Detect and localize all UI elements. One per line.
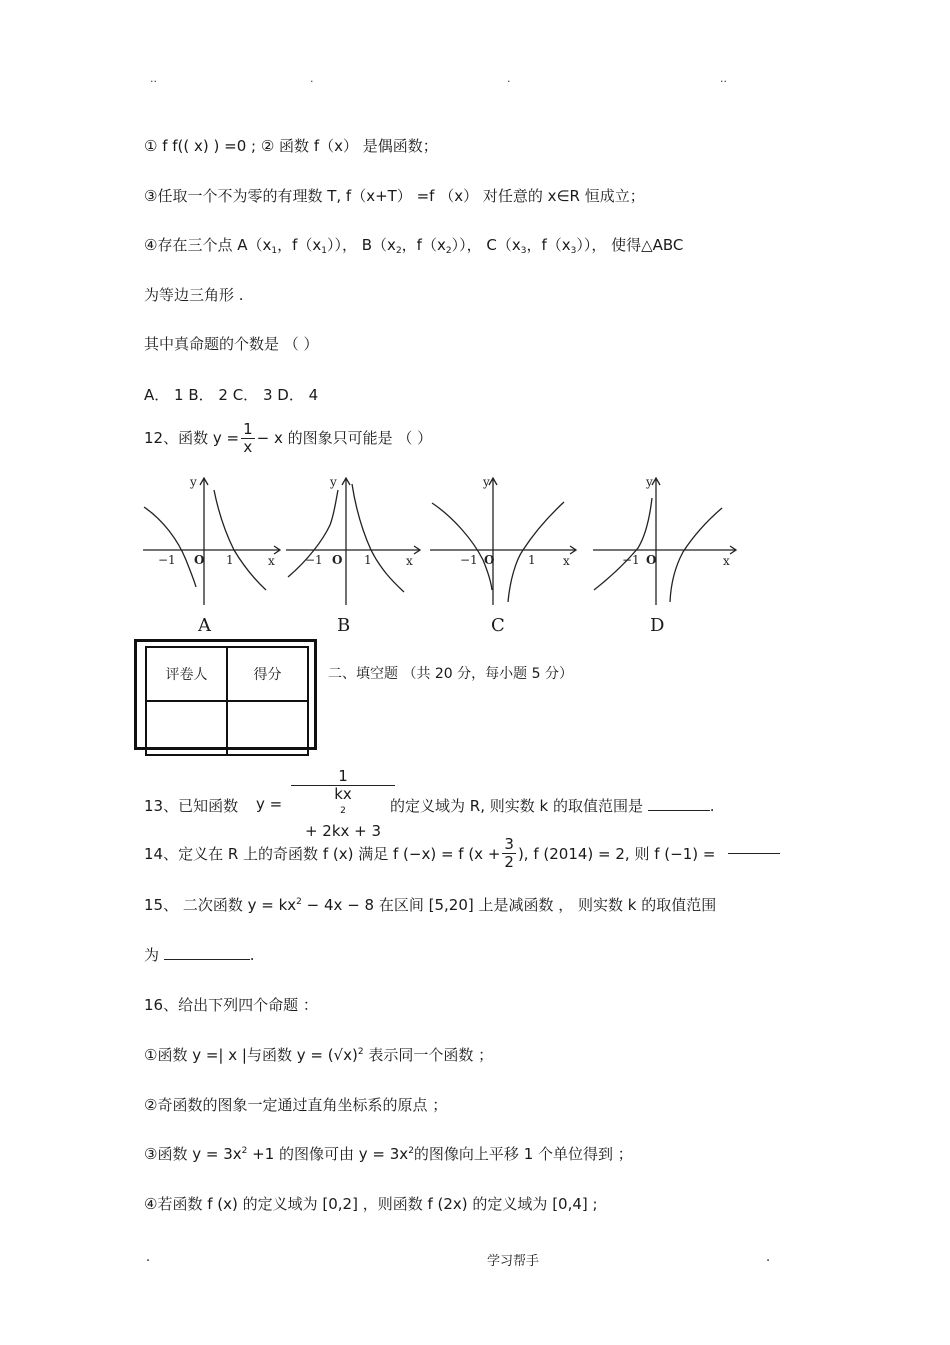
score-box-grader-header: 评卷人 — [146, 647, 227, 701]
q16-intro: 16、给出下列四个命题 ： — [144, 996, 318, 1014]
graph-b-y-label: y — [330, 475, 337, 489]
graph-c-x-label: x — [563, 554, 570, 568]
q12-fraction: $\frac{1}{x}$ — [243, 420, 253, 456]
q15-question-cont: 为 . — [144, 946, 255, 964]
q13-question-end: 的定义域为 R, 则实数 k 的取值范围是 . — [390, 797, 715, 815]
graph-label-b: B — [337, 615, 351, 636]
header-mark-2: . — [310, 72, 314, 85]
header-mark-1: .. — [150, 72, 157, 85]
footer-left-mark: . — [146, 1250, 151, 1265]
graph-a — [143, 478, 280, 605]
q16-statement-2: ②奇函数的图象一定通过直角坐标系的原点 ； — [144, 1096, 448, 1114]
graph-d-y-label: y — [646, 475, 653, 489]
q13-question: 13、已知函数 — [144, 797, 239, 815]
footer-title: 学习帮手 — [487, 1254, 540, 1269]
q12-question: 12、函数 y = $\frac{1}{x}$ − x 的图象只可能是 （ ） — [144, 420, 433, 456]
section-2-heading: 二、填空题 （共 20 分，每小题 5 分） — [328, 666, 573, 682]
q11-statement-4-cont: 为等边三角形 . — [144, 286, 244, 304]
header-mark-4: .. — [720, 72, 727, 85]
q16-statement-3: ③函数 $y = 3x^2 +1$ 的图像可由 $y = 3x^2$的图像向上平移 1 个单位得到 ； — [144, 1145, 633, 1163]
q15-question: 15、 二次函数 $y = kx^2 - 4x - 8$ 在区间 [5,20] 上是减函数 ， 则实数 k 的取值范围 — [144, 896, 717, 914]
q13-answer-blank — [648, 810, 710, 811]
q11-prompt: 其中真命题的个数是 （ ） — [144, 335, 319, 353]
svg-text:O: O — [484, 553, 495, 567]
graph-a-y-label: y — [190, 475, 197, 489]
score-box-grader-cell — [146, 701, 227, 755]
svg-text:−1: −1 — [622, 553, 640, 567]
q11-statement-4: ④存在三个点 $A(x_1$，$f(x_1)$）， $B(x_2$，$f(x_2)$）， $C(x_3$，$f(x_3)$）， 使得△ABC — [144, 236, 684, 256]
graph-c — [430, 478, 576, 605]
q14-answer-blank — [728, 853, 780, 854]
graph-a-x-label: x — [268, 554, 275, 568]
q12-graphs — [138, 470, 748, 615]
graph-d — [593, 478, 736, 605]
graph-label-a: A — [198, 615, 211, 636]
footer-right-mark: . — [766, 1250, 771, 1265]
score-box-score-header: 得分 — [227, 647, 308, 701]
svg-text:O: O — [646, 553, 657, 567]
graph-b — [286, 478, 420, 605]
q13-function: y = 1 kx $^2$ + 2kx + 3 — [256, 768, 397, 840]
q11-statement-1-2: ① f f(( x) ) =0 ; ② 函数 f（x） 是偶函数； — [144, 137, 438, 155]
q16-statement-4: ④若函数 f (x) 的定义域为 [0,2] ，则函数 f (2x) 的定义域为 [0,4] ; — [144, 1195, 598, 1213]
svg-text:−1: −1 — [158, 553, 176, 567]
svg-text:−1: −1 — [460, 553, 478, 567]
graph-label-d: D — [650, 615, 665, 636]
graph-d-x-label: x — [723, 554, 730, 568]
svg-text:O: O — [194, 553, 205, 567]
graph-b-x-label: x — [406, 554, 413, 568]
q16-statement-1: ①函数 y =| x |与函数 $y = (√x)^2$ 表示同一个函数 ； — [144, 1046, 494, 1064]
svg-text:−1: −1 — [305, 553, 323, 567]
svg-text:1: 1 — [364, 553, 372, 567]
score-box — [134, 639, 317, 750]
svg-text:1: 1 — [226, 553, 234, 567]
q11-options: A． 1 B． 2 C． 3 D． 4 — [144, 386, 319, 404]
graph-label-c: C — [491, 615, 505, 636]
q11-statement-3: ③任取一个不为零的有理数 T, f（x+T） =f （x） 对任意的 x∈R 恒成立； — [144, 187, 645, 205]
header-mark-3: . — [507, 72, 511, 85]
svg-text:O: O — [332, 553, 343, 567]
q15-answer-blank — [164, 959, 250, 960]
q14-question: 14、定义在 R 上的奇函数 f (x) 满足 f (−x) = f (x + $\frac{3}{2}$ ), f (2014) = 2, 则 f (−1) = — [144, 836, 780, 871]
graph-c-y-label: y — [483, 475, 490, 489]
score-box-score-cell — [227, 701, 308, 755]
svg-text:1: 1 — [528, 553, 536, 567]
